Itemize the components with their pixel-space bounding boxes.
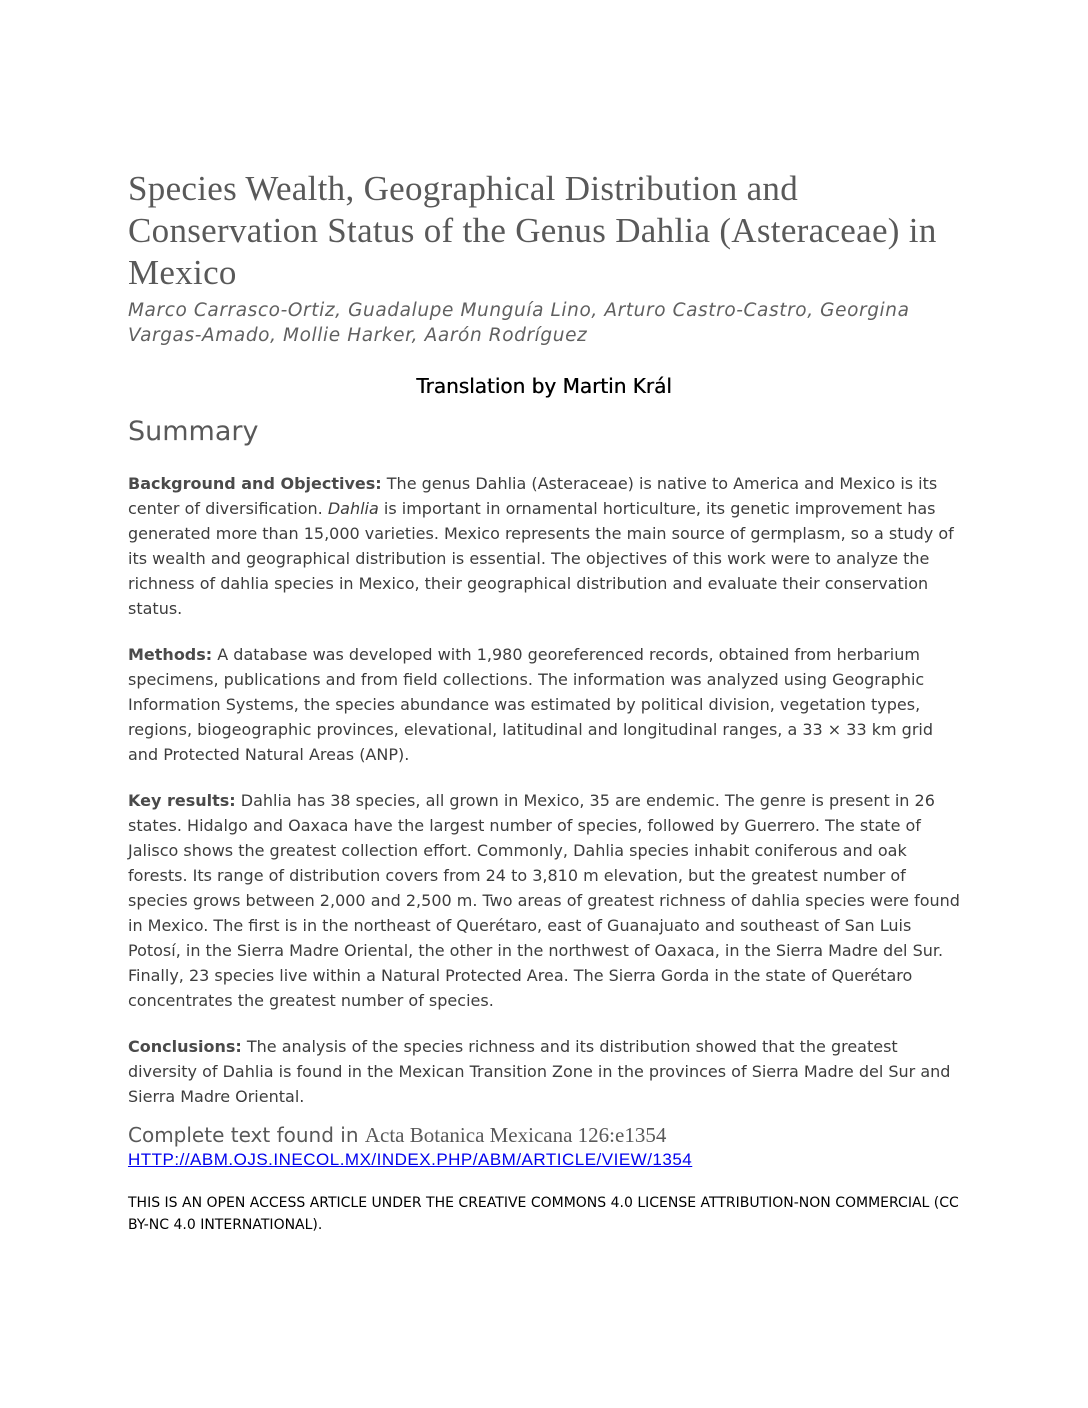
background-text-2: is important in ornamental horticulture, its genetic improvement has generated more than 15,000 varieties. Mexico represents the main source of germplasm, so a study of its wealth and geographical distribution is essential. The objectives of this work were to analyze the richness of dahlia species in Mexico, their geographical distribution and evaluate their conservation status. <box>128 499 954 618</box>
source-citation <box>128 1123 960 1148</box>
journal-reference: Acta Botanica Mexicana 126:e1354 <box>364 1123 667 1147</box>
background-text-1: The genus Dahlia (Asteraceae) is native to America and Mexico is its center of diversification. <box>128 474 938 518</box>
translation-credit: Translation by Martin Král <box>416 374 672 398</box>
background-label: Background and Objectives: <box>128 474 382 493</box>
methods-label: Methods: <box>128 645 213 664</box>
results-label: Key results: <box>128 791 236 810</box>
article-title: Species Wealth, Geographical Distribution and Conservation Status of the Genus Dahlia (Asteraceae) in Mexico <box>128 169 937 292</box>
results-text: Dahlia has 38 species, all grown in Mexico, 35 are endemic. The genre is present in 26 states. Hidalgo and Oaxaca have the largest number of species, followed by Guerrero. The state of Jalisco shows the greatest collection effort. Commonly, Dahlia species inhabit coniferous and oak forests. Its range of distribution covers from 24 to 3,810 m elevation, but the greatest number of species grows between 2,000 and 2,500 m. Two areas of greatest richness of dahlia species were found in Mexico. The first is in the northeast of Querétaro, east of Guanajuato and southeast of San Luis Potosí, in the Sierra Madre Oriental, the other in the northwest of Oaxaca, in the Sierra Madre del Sur. Finally, 23 species live within a Natural Protected Area. The Sierra Gorda in the state of Querétaro concentrates the greatest number of species. <box>128 791 960 1010</box>
methods-paragraph <box>128 642 960 767</box>
license-notice: THIS IS AN OPEN ACCESS ARTICLE UNDER THE CREATIVE COMMONS 4.0 LICENSE ATTRIBUTION-NON COMMERCIAL (CC BY-NC 4.0 INTERNATIONAL). <box>128 1195 959 1233</box>
results-paragraph <box>128 788 960 1013</box>
conclusions-paragraph <box>128 1034 960 1109</box>
conclusions-text: The analysis of the species richness and its distribution showed that the greatest diversity of Dahlia is found in the Mexican Transition Zone in the provinces of Sierra Madre del Sur and Sierra Madre Oriental. <box>128 1037 951 1106</box>
conclusions-label: Conclusions: <box>128 1037 242 1056</box>
background-paragraph <box>128 471 960 621</box>
author-list: Marco Carrasco-Ortiz, Guadalupe Munguía Lino, Arturo Castro-Castro, Georgina Vargas-Amado, Mollie Harker, Aarón Rodríguez <box>128 300 910 346</box>
article-page <box>128 168 960 1236</box>
article-link[interactable]: HTTP://ABM.OJS.INECOL.MX/INDEX.PHP/ABM/ARTICLE/VIEW/1354 <box>128 1150 693 1169</box>
genus-italic: Dahlia <box>327 499 379 518</box>
methods-text: A database was developed with 1,980 georeferenced records, obtained from herbarium specimens, publications and from field collections. The information was analyzed using Geographic Information Systems, the species abundance was estimated by political division, vegetation types, regions, biogeographic provinces, elevational, latitudinal and longitudinal ranges, a 33 × 33 km grid and Protected Natural Areas (ANP). <box>128 645 933 764</box>
source-prefix: Complete text found in <box>128 1123 365 1147</box>
summary-heading: Summary <box>128 416 259 447</box>
